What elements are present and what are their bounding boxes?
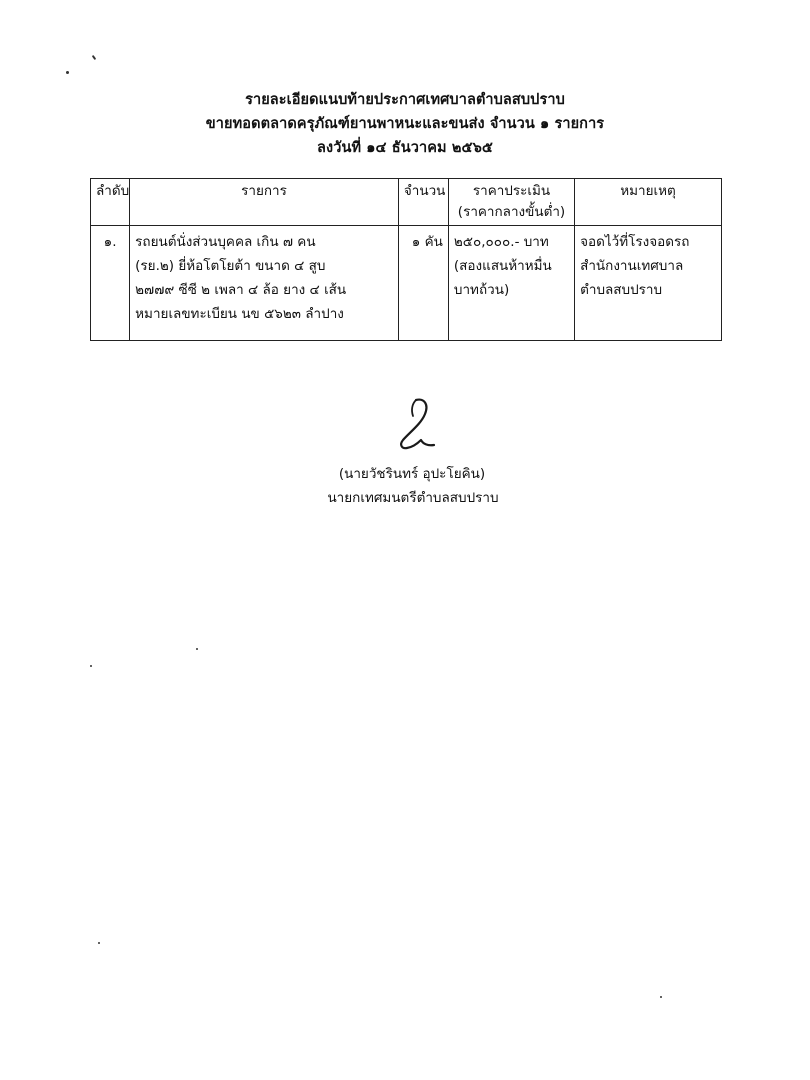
items-table — [90, 178, 722, 341]
table-row — [91, 226, 722, 341]
header-price-line-1: ราคาประเมิน — [472, 183, 551, 199]
item-line: ๒๗๗๙ ซีซี ๒ เพลา ๔ ล้อ ยาง ๔ เส้น — [135, 282, 347, 298]
cell-note — [575, 226, 722, 341]
scan-speck — [660, 996, 662, 998]
scan-speck — [66, 71, 69, 74]
header-price-line-2: (ราคากลางขั้นต่ำ) — [457, 204, 566, 220]
note-line: จอดไว้ที่โรงจอดรถ — [580, 234, 690, 250]
table-header-row — [91, 179, 722, 226]
scan-speck — [92, 55, 97, 60]
price-line: บาทถ้วน) — [453, 282, 510, 298]
signer-position: นายกเทศมนตรีตำบลสบปราบ — [327, 490, 499, 506]
note-line: ตำบลสบปราบ — [580, 282, 663, 298]
heading-line-2: ขายทอดตลาดครุภัณฑ์ยานพาหนะและขนส่ง จำนวน ๑ รายการ — [205, 116, 605, 132]
price-line: (สองแสนห้าหมื่น — [453, 258, 552, 274]
scan-speck — [196, 648, 198, 650]
heading-line-1: รายละเอียดแนบท้ายประกาศเทศบาลตำบลสบปราบ — [245, 92, 565, 108]
document-heading — [0, 88, 810, 160]
header-no: ลำดับ — [91, 179, 130, 226]
cell-qty: ๑ คัน — [398, 226, 448, 341]
cell-item — [130, 226, 399, 341]
scan-speck — [98, 942, 100, 944]
cell-price — [448, 226, 574, 341]
item-line: รถยนต์นั่งส่วนบุคคล เกิน ๗ คน — [135, 234, 316, 250]
cell-no: ๑. — [91, 226, 130, 341]
signer-name: (นายวัชรินทร์ อุปะโยคิน) — [338, 466, 486, 482]
item-line: หมายเลขทะเบียน นข ๕๖๒๓ ลำปาง — [135, 306, 344, 322]
header-item: รายการ — [130, 179, 399, 226]
header-qty: จำนวน — [398, 179, 448, 226]
scan-speck — [90, 665, 92, 667]
handwritten-signature — [394, 396, 444, 456]
header-price — [448, 179, 574, 226]
item-line: (รย.๒) ยี่ห้อโตโยต้า ขนาด ๔ สูบ — [135, 258, 326, 274]
price-line: ๒๕๐,๐๐๐.- บาท — [453, 234, 549, 250]
header-note: หมายเหตุ — [575, 179, 722, 226]
signer-block — [0, 462, 810, 510]
note-line: สำนักงานเทศบาล — [580, 258, 684, 274]
heading-line-3: ลงวันที่ ๑๔ ธันวาคม ๒๕๖๕ — [317, 140, 493, 156]
